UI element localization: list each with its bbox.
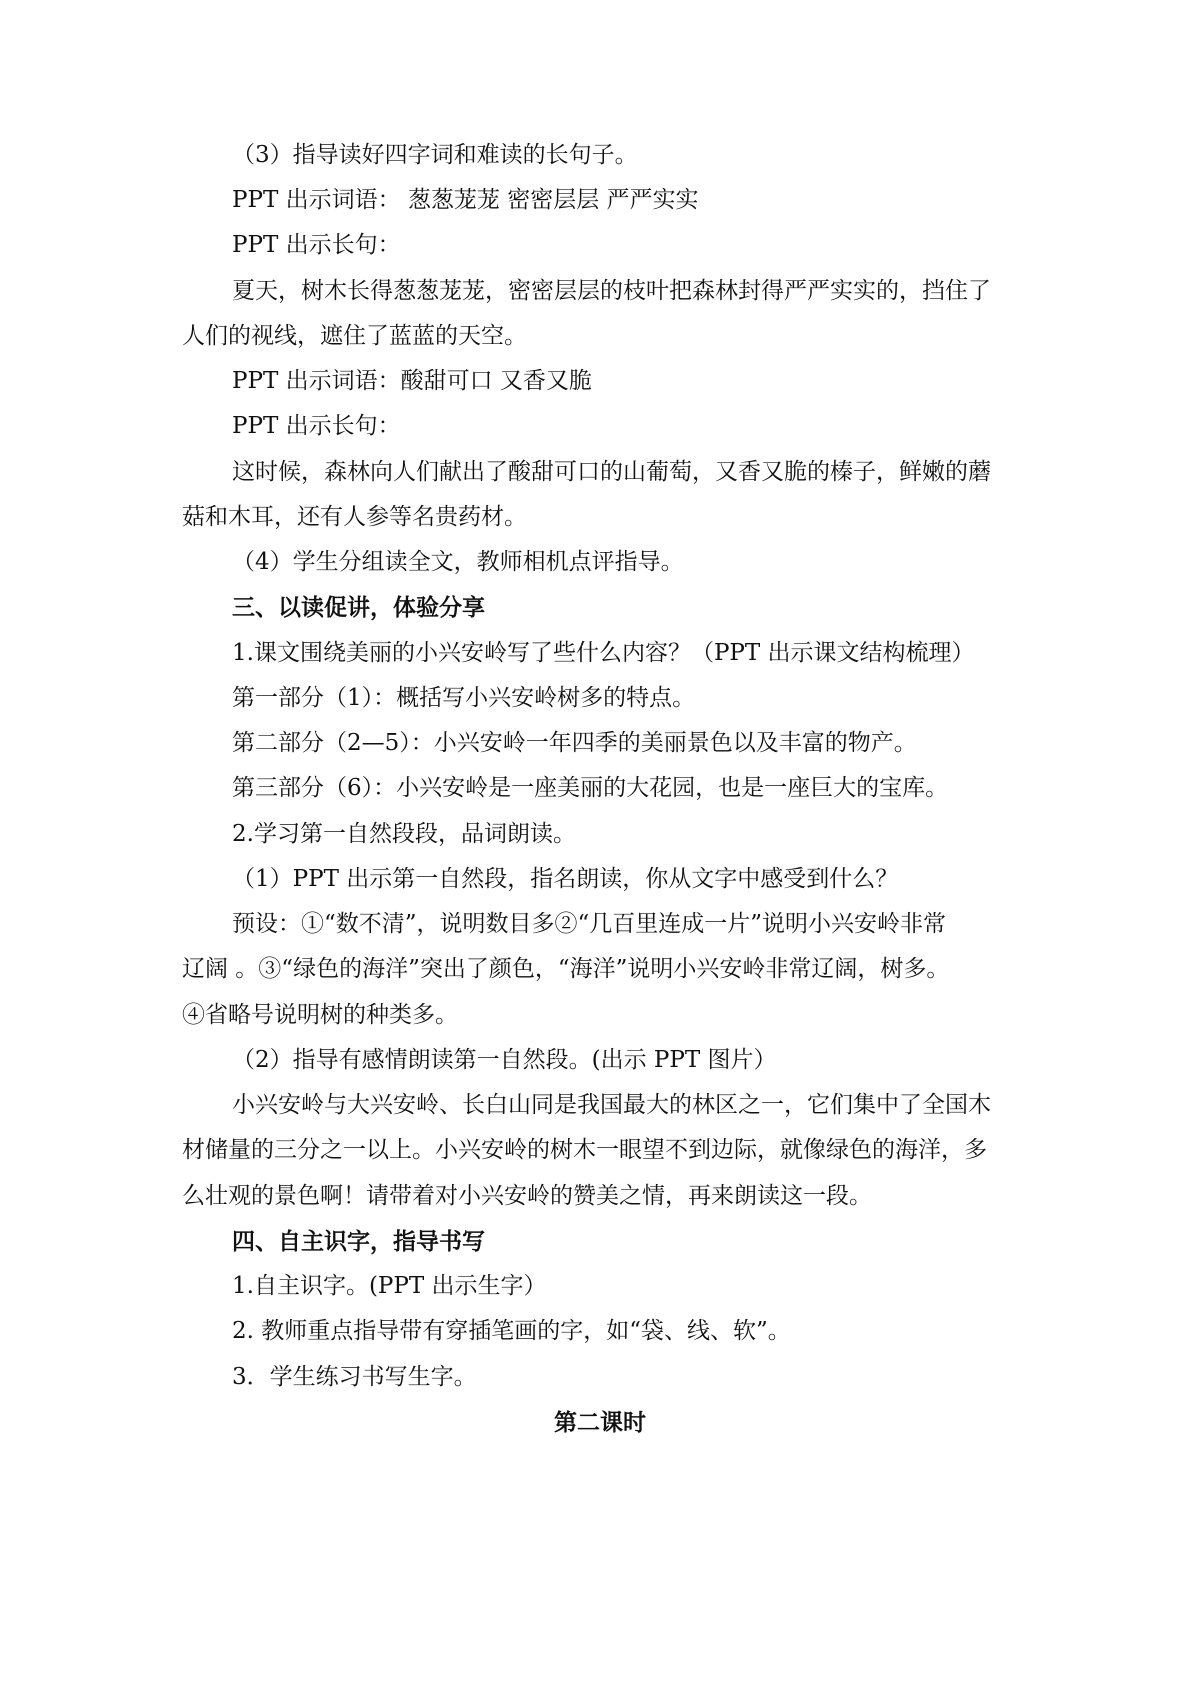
text-line: 第一部分（1）：概括写小兴安岭树多的特点。 [232, 685, 696, 711]
section-heading: 三、以读促讲，体验分享 [232, 594, 485, 621]
text-line: 3．学生练习书写生字。 [232, 1364, 477, 1390]
text-line: PPT 出示词语： 葱葱茏茏 密密层层 严严实实 [232, 187, 699, 213]
text-line: 第三部分（6）：小兴安岭是一座美丽的大花园，也是一座巨大的宝库。 [232, 775, 949, 801]
text-line: 2. 教师重点指导带有穿插笔画的字，如“袋、线、软”。 [232, 1318, 791, 1344]
text-line: PPT 出示长句： [232, 413, 401, 439]
text-line: 材储量的三分之一以上。小兴安岭的树木一眼望不到边际，就像绿色的海洋，多 [182, 1137, 987, 1163]
text-line: 菇和木耳，还有人参等名贵药材。 [182, 504, 527, 530]
text-line: 预设：①“数不清”，说明数目多②“几百里连成一片”说明小兴安岭非常 [232, 911, 947, 937]
text-line: 1.自主识字。(PPT 出示生字） [232, 1273, 547, 1299]
text-line: （1）PPT 出示第一自然段，指名朗读，你从文字中感受到什么？ [232, 866, 899, 892]
text-line: ④省略号说明树的种类多。 [182, 1002, 458, 1028]
text-line: 么壮观的景色啊！请带着对小兴安岭的赞美之情，再来朗读这一段。 [182, 1183, 872, 1209]
text-line: PPT 出示长句： [232, 232, 401, 258]
lesson-title: 第二课时 [554, 1409, 646, 1436]
text-line: 这时候，森林向人们献出了酸甜可口的山葡萄，又香又脆的榛子，鲜嫩的蘑 [232, 459, 991, 485]
text-line: 2.学习第一自然段段，品词朗读。 [232, 821, 576, 847]
text-line: 1.课文围绕美丽的小兴安岭写了些什么内容？（PPT 出示课文结构梳理） [232, 640, 975, 666]
text-line: 小兴安岭与大兴安岭、长白山同是我国最大的林区之一，它们集中了全国木 [232, 1092, 991, 1118]
text-line: 夏天，树木长得葱葱茏茏，密密层层的枝叶把森林封得严严实实的，挡住了 [232, 278, 991, 304]
text-line: （3）指导读好四字词和难读的长句子。 [232, 142, 638, 168]
text-line: （2）指导有感情朗读第一自然段。(出示 PPT 图片） [232, 1047, 777, 1073]
text-line: 辽阔 。③“绿色的海洋”突出了颜色，“海洋”说明小兴安岭非常辽阔，树多。 [182, 956, 950, 982]
text-line: （4）学生分组读全文，教师相机点评指导。 [232, 549, 684, 575]
text-line: 人们的视线，遮住了蓝蓝的天空。 [182, 323, 527, 349]
section-heading: 四、自主识字，指导书写 [232, 1228, 485, 1255]
text-line: PPT 出示词语：酸甜可口 又香又脆 [232, 368, 592, 394]
text-line: 第二部分（2—5）：小兴安岭一年四季的美丽景色以及丰富的物产。 [232, 730, 917, 756]
